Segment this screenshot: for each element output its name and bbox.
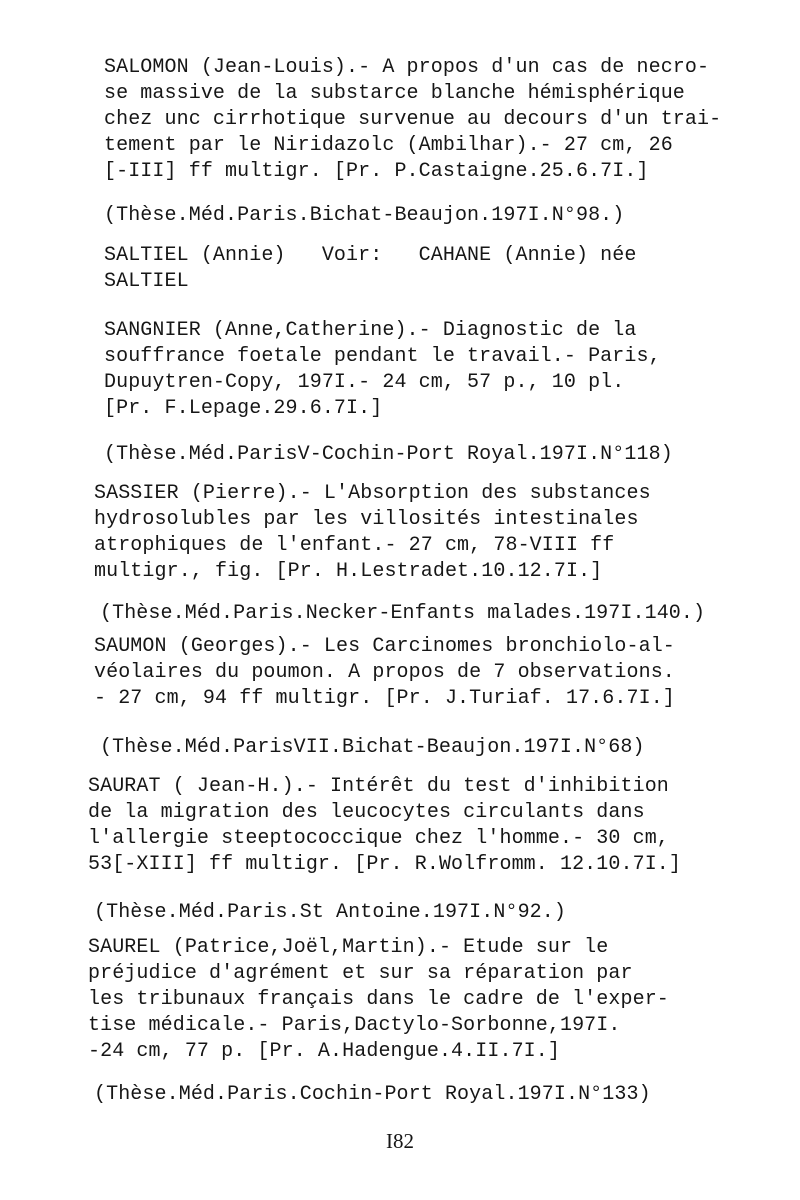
thesis-reference: (Thèse.Méd.ParisV-Cochin-Port Royal.197I.N°118) <box>104 443 673 466</box>
entry-line: les tribunaux français dans le cadre de l'exper- <box>88 988 669 1011</box>
entry-line: SASSIER (Pierre).- L'Absorption des substances <box>94 482 651 505</box>
page-number: I82 <box>386 1129 414 1153</box>
entry-line: chez unc cirrhotique survenue au decours d'un trai- <box>104 108 722 131</box>
entry-line: SALTIEL <box>104 270 189 293</box>
entry-line: SAUMON (Georges).- Les Carcinomes bronchiolo-al- <box>94 635 675 658</box>
entry-line: SALOMON (Jean-Louis).- A propos d'un cas de necro- <box>104 56 710 79</box>
entry-line: préjudice d'agrément et sur sa réparation par <box>88 962 633 985</box>
thesis-reference: (Thèse.Méd.Paris.Necker-Enfants malades.197I.140.) <box>100 602 706 625</box>
entry-line: SALTIEL (Annie) Voir: CAHANE (Annie) née <box>104 244 637 267</box>
entry-line: - 27 cm, 94 ff multigr. [Pr. J.Turiaf. 17.6.7I.] <box>94 687 675 710</box>
entry-line: tise médicale.- Paris,Dactylo-Sorbonne,197I. <box>88 1014 621 1037</box>
entry-line: -24 cm, 77 p. [Pr. A.Hadengue.4.II.7I.] <box>88 1040 560 1063</box>
thesis-reference: (Thèse.Méd.ParisVII.Bichat-Beaujon.197I.N°68) <box>100 736 645 759</box>
entry-line: 53[-XIII] ff multigr. [Pr. R.Wolfromm. 12.10.7I.] <box>88 853 681 876</box>
entry-line: atrophiques de l'enfant.- 27 cm, 78-VIII ff <box>94 534 615 557</box>
entry-line: [Pr. F.Lepage.29.6.7I.] <box>104 397 383 420</box>
entry-line: SAURAT ( Jean-H.).- Intérêt du test d'inhibition <box>88 775 669 798</box>
entry-line: hydrosolubles par les villosités intestinales <box>94 508 639 531</box>
thesis-reference: (Thèse.Méd.Paris.Bichat-Beaujon.197I.N°98.) <box>104 204 625 227</box>
entry-line: SAUREL (Patrice,Joël,Martin).- Etude sur le <box>88 936 609 959</box>
entry-line: souffrance foetale pendant le travail.- Paris, <box>104 345 661 368</box>
entry-line: l'allergie steeptococcique chez l'homme.- 30 cm, <box>88 827 669 850</box>
entry-line: tement par le Niridazolc (Ambilhar).- 27 cm, 26 <box>104 134 673 157</box>
entry-line: [-III] ff multigr. [Pr. P.Castaigne.25.6.7I.] <box>104 160 649 183</box>
thesis-reference: (Thèse.Méd.Paris.St Antoine.197I.N°92.) <box>94 901 566 924</box>
entry-line: de la migration des leucocytes circulants dans <box>88 801 645 824</box>
entry-line: multigr., fig. [Pr. H.Lestradet.10.12.7I.] <box>94 560 603 583</box>
entry-line: se massive de la substarce blanche hémisphérique <box>104 82 685 105</box>
entry-line: SANGNIER (Anne,Catherine).- Diagnostic de la <box>104 319 637 342</box>
entry-line: Dupuytren-Copy, 197I.- 24 cm, 57 p., 10 pl. <box>104 371 625 394</box>
thesis-reference: (Thèse.Méd.Paris.Cochin-Port Royal.197I.N°133) <box>94 1083 651 1106</box>
entry-line: véolaires du poumon. A propos de 7 observations. <box>94 661 675 684</box>
